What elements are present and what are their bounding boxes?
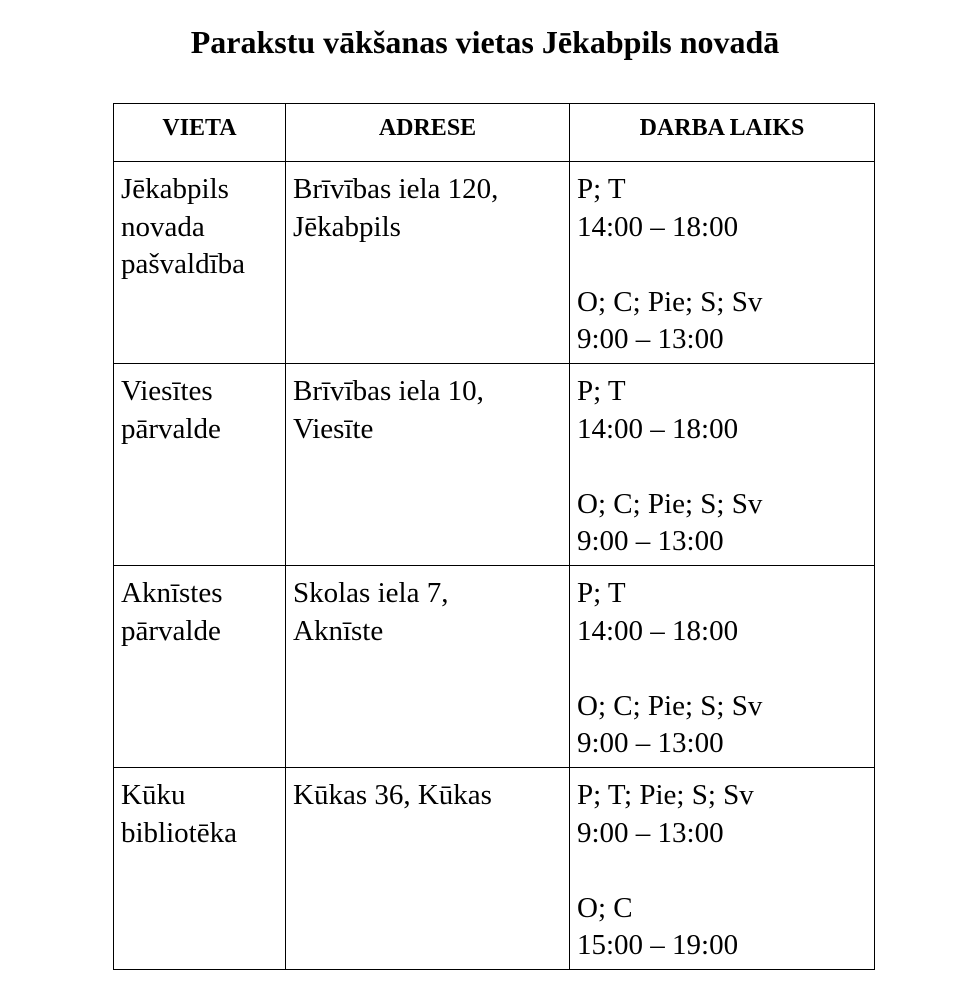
days-label: P; T	[577, 173, 626, 205]
hours-label: 9:00 – 13:00	[577, 727, 724, 759]
cell-adrese	[286, 364, 570, 566]
days-label: O; C; Pie; S; Sv	[577, 487, 763, 520]
page-title: Parakstu vākšanas vietas Jēkabpils novadā	[190, 24, 780, 60]
table-row	[114, 364, 875, 566]
hours-label: 9:00 – 13:00	[577, 816, 724, 849]
days-label: O; C	[577, 891, 633, 924]
adrese-line: Aknīste	[293, 614, 384, 647]
cell-vieta	[114, 768, 286, 970]
cell-darba-laiks	[570, 768, 875, 970]
hours-label: 14:00 – 18:00	[577, 210, 739, 243]
vieta-line: bibliotēka	[121, 816, 237, 849]
cell-vieta	[114, 162, 286, 364]
days-label: P; T	[577, 577, 626, 609]
cell-darba-laiks	[570, 364, 875, 566]
hours-label: 15:00 – 19:00	[577, 929, 739, 961]
vieta-line: pārvalde	[121, 614, 221, 647]
hours-label: 9:00 – 13:00	[577, 525, 724, 557]
table-row	[114, 768, 875, 970]
hours-label: 9:00 – 13:00	[577, 323, 724, 355]
days-label: P; T; Pie; S; Sv	[577, 779, 754, 811]
signature-locations-table	[113, 103, 875, 970]
adrese-line: Viesīte	[293, 412, 374, 445]
vieta-line: pašvaldība	[121, 248, 246, 280]
table-header-row	[114, 104, 875, 162]
hours-label: 14:00 – 18:00	[577, 412, 739, 445]
adrese-line: Brīvības iela 120,	[293, 173, 499, 205]
days-label: P; T	[577, 375, 626, 407]
adrese-line: Kūkas 36, Kūkas	[293, 779, 492, 811]
table-row	[114, 566, 875, 768]
hours-label: 14:00 – 18:00	[577, 614, 739, 647]
vieta-line: Aknīstes	[121, 577, 223, 609]
cell-adrese	[286, 768, 570, 970]
table-row	[114, 162, 875, 364]
vieta-line: pārvalde	[121, 412, 221, 445]
days-label: O; C; Pie; S; Sv	[577, 285, 763, 318]
header-darba-laiks: DARBA LAIKS	[570, 104, 875, 162]
days-label: O; C; Pie; S; Sv	[577, 689, 763, 722]
cell-darba-laiks	[570, 162, 875, 364]
cell-adrese	[286, 566, 570, 768]
vieta-line: Viesītes	[121, 375, 213, 407]
vieta-line: Kūku	[121, 779, 186, 811]
cell-adrese	[286, 162, 570, 364]
header-vieta: VIETA	[114, 104, 286, 162]
vieta-line: Jēkabpils	[121, 173, 229, 205]
adrese-line: Jēkabpils	[293, 210, 401, 243]
adrese-line: Brīvības iela 10,	[293, 375, 484, 407]
vieta-line: novada	[121, 210, 205, 243]
adrese-line: Skolas iela 7,	[293, 577, 449, 609]
cell-vieta	[114, 566, 286, 768]
header-adrese: ADRESE	[286, 104, 570, 162]
cell-darba-laiks	[570, 566, 875, 768]
cell-vieta	[114, 364, 286, 566]
